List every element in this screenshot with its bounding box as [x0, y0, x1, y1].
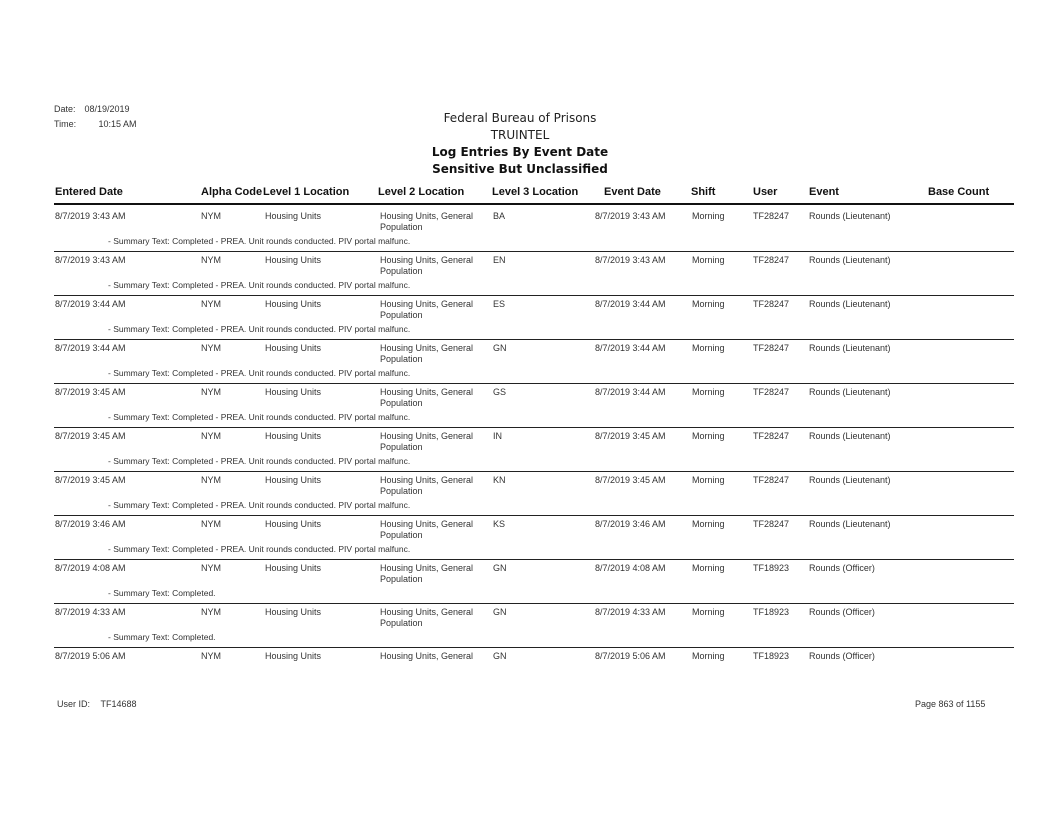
event-cell: Rounds (Lieutenant): [809, 431, 891, 441]
level-2-cell: Housing Units, General Population: [380, 387, 474, 408]
level-3-cell: GN: [493, 607, 507, 617]
agency-title: Federal Bureau of Prisons: [443, 111, 597, 125]
summary-text: - Summary Text: Completed - PREA. Unit rounds conducted. PIV portal malfunc.: [108, 280, 411, 290]
user-cell: TF28247: [753, 211, 790, 221]
col-header-shift: Shift: [691, 186, 716, 198]
level-1-cell: Housing Units: [265, 607, 322, 617]
entered-date-cell: 8/7/2019 4:33 AM: [55, 607, 126, 617]
alpha-code-cell: NYM: [201, 563, 221, 573]
shift-cell: Morning: [692, 387, 725, 397]
event-date-cell: 8/7/2019 3:44 AM: [595, 387, 666, 397]
level-1-cell: Housing Units: [265, 255, 322, 265]
entered-date-cell: 8/7/2019 3:43 AM: [55, 211, 126, 221]
level-1-cell: Housing Units: [265, 299, 322, 309]
col-header-event: Event: [809, 186, 839, 198]
row-divider: [54, 383, 1014, 384]
level-1-cell: Housing Units: [265, 563, 322, 573]
summary-text: - Summary Text: Completed.: [108, 588, 216, 598]
row-divider: [54, 515, 1014, 516]
alpha-code-cell: NYM: [201, 475, 221, 485]
col-header-alpha-code: Alpha Code: [201, 186, 263, 198]
level-2-cell: Housing Units, General Population: [380, 255, 474, 276]
row-divider: [54, 295, 1014, 296]
level-2-cell: Housing Units, General Population: [380, 343, 474, 364]
user-cell: TF28247: [753, 255, 790, 265]
event-cell: Rounds (Officer): [809, 607, 875, 617]
level-3-cell: EN: [493, 255, 506, 265]
event-date-cell: 8/7/2019 3:45 AM: [595, 475, 666, 485]
summary-text: - Summary Text: Completed.: [108, 632, 216, 642]
entered-date-cell: 8/7/2019 3:44 AM: [55, 299, 126, 309]
event-date-cell: 8/7/2019 3:44 AM: [595, 299, 666, 309]
level-1-cell: Housing Units: [265, 475, 322, 485]
entered-date-cell: 8/7/2019 3:45 AM: [55, 387, 126, 397]
level-3-cell: KN: [493, 475, 506, 485]
row-divider: [54, 471, 1014, 472]
user-cell: TF28247: [753, 475, 790, 485]
event-cell: Rounds (Lieutenant): [809, 519, 891, 529]
report-title-block: [420, 110, 620, 178]
row-divider: [54, 339, 1014, 340]
event-date-cell: 8/7/2019 4:08 AM: [595, 563, 666, 573]
shift-cell: Morning: [692, 343, 725, 353]
event-cell: Rounds (Lieutenant): [809, 299, 891, 309]
col-header-entered-date: Entered Date: [55, 186, 123, 198]
summary-text: - Summary Text: Completed - PREA. Unit rounds conducted. PIV portal malfunc.: [108, 456, 411, 466]
alpha-code-cell: NYM: [201, 651, 221, 661]
shift-cell: Morning: [692, 607, 725, 617]
system-title: TRUINTEL: [490, 128, 550, 142]
level-2-cell: Housing Units, General Population: [380, 431, 474, 452]
alpha-code-cell: NYM: [201, 519, 221, 529]
shift-cell: Morning: [692, 431, 725, 441]
level-1-cell: Housing Units: [265, 431, 322, 441]
report-time: [54, 119, 137, 129]
level-2-cell: Housing Units, General Population: [380, 519, 474, 540]
date-label: Date:: [54, 104, 76, 114]
level-2-cell: Housing Units, General Population: [380, 211, 474, 232]
level-3-cell: GN: [493, 651, 507, 661]
date-value: 08/19/2019: [84, 104, 130, 114]
alpha-code-cell: NYM: [201, 211, 221, 221]
level-3-cell: BA: [493, 211, 506, 221]
entered-date-cell: 8/7/2019 3:44 AM: [55, 343, 126, 353]
footer-user-id: [57, 699, 137, 709]
event-date-cell: 8/7/2019 3:43 AM: [595, 255, 666, 265]
level-1-cell: Housing Units: [265, 651, 322, 661]
user-cell: TF28247: [753, 387, 790, 397]
entered-date-cell: 8/7/2019 5:06 AM: [55, 651, 126, 661]
time-label: Time:: [54, 119, 77, 129]
event-date-cell: 8/7/2019 3:44 AM: [595, 343, 666, 353]
user-cell: TF18923: [753, 563, 790, 573]
event-cell: Rounds (Lieutenant): [809, 475, 891, 485]
alpha-code-cell: NYM: [201, 387, 221, 397]
row-divider: [54, 559, 1014, 560]
level-3-cell: GS: [493, 387, 507, 397]
shift-cell: Morning: [692, 475, 725, 485]
level-2-cell: Housing Units, General: [380, 651, 474, 661]
time-value: 10:15 AM: [98, 119, 137, 129]
shift-cell: Morning: [692, 211, 725, 221]
user-id-label: User ID:: [57, 699, 91, 709]
event-cell: Rounds (Officer): [809, 563, 875, 573]
summary-text: - Summary Text: Completed - PREA. Unit rounds conducted. PIV portal malfunc.: [108, 500, 411, 510]
col-header-level-2: Level 2 Location: [378, 186, 465, 198]
entered-date-cell: 8/7/2019 3:46 AM: [55, 519, 126, 529]
user-cell: TF18923: [753, 651, 790, 661]
shift-cell: Morning: [692, 519, 725, 529]
shift-cell: Morning: [692, 299, 725, 309]
level-3-cell: GN: [493, 563, 507, 573]
alpha-code-cell: NYM: [201, 607, 221, 617]
summary-text: - Summary Text: Completed - PREA. Unit rounds conducted. PIV portal malfunc.: [108, 368, 411, 378]
summary-text: - Summary Text: Completed - PREA. Unit rounds conducted. PIV portal malfunc.: [108, 236, 411, 246]
classification-label: Sensitive But Unclassified: [432, 162, 608, 176]
row-divider: [54, 603, 1014, 604]
level-1-cell: Housing Units: [265, 343, 322, 353]
shift-cell: Morning: [692, 563, 725, 573]
alpha-code-cell: NYM: [201, 343, 221, 353]
summary-text: - Summary Text: Completed - PREA. Unit rounds conducted. PIV portal malfunc.: [108, 324, 411, 334]
user-id-value: TF14688: [100, 699, 137, 709]
user-cell: TF28247: [753, 299, 790, 309]
user-cell: TF28247: [753, 431, 790, 441]
col-header-level-1: Level 1 Location: [263, 186, 350, 198]
event-cell: Rounds (Lieutenant): [809, 387, 891, 397]
level-3-cell: ES: [493, 299, 506, 309]
header-divider: [54, 203, 1014, 205]
shift-cell: Morning: [692, 651, 725, 661]
summary-text: - Summary Text: Completed - PREA. Unit rounds conducted. PIV portal malfunc.: [108, 544, 411, 554]
event-cell: Rounds (Lieutenant): [809, 343, 891, 353]
level-1-cell: Housing Units: [265, 519, 322, 529]
alpha-code-cell: NYM: [201, 299, 221, 309]
event-date-cell: 8/7/2019 3:43 AM: [595, 211, 666, 221]
summary-text: - Summary Text: Completed - PREA. Unit rounds conducted. PIV portal malfunc.: [108, 412, 411, 422]
level-1-cell: Housing Units: [265, 387, 322, 397]
user-cell: TF28247: [753, 343, 790, 353]
row-divider: [54, 427, 1014, 428]
event-date-cell: 8/7/2019 4:33 AM: [595, 607, 666, 617]
user-cell: TF28247: [753, 519, 790, 529]
shift-cell: Morning: [692, 255, 725, 265]
event-date-cell: 8/7/2019 3:46 AM: [595, 519, 666, 529]
entered-date-cell: 8/7/2019 3:45 AM: [55, 475, 126, 485]
level-3-cell: KS: [493, 519, 506, 529]
entered-date-cell: 8/7/2019 3:43 AM: [55, 255, 126, 265]
entered-date-cell: 8/7/2019 3:45 AM: [55, 431, 126, 441]
col-header-user: User: [753, 186, 778, 198]
row-divider: [54, 647, 1014, 648]
level-3-cell: IN: [493, 431, 502, 441]
level-2-cell: Housing Units, General Population: [380, 607, 474, 628]
user-cell: TF18923: [753, 607, 790, 617]
event-date-cell: 8/7/2019 5:06 AM: [595, 651, 666, 661]
col-header-base-count: Base Count: [928, 186, 990, 198]
event-date-cell: 8/7/2019 3:45 AM: [595, 431, 666, 441]
level-2-cell: Housing Units, General Population: [380, 299, 474, 320]
report-date: [54, 104, 130, 114]
entered-date-cell: 8/7/2019 4:08 AM: [55, 563, 126, 573]
level-2-cell: Housing Units, General Population: [380, 475, 474, 496]
level-3-cell: GN: [493, 343, 507, 353]
col-header-level-3: Level 3 Location: [492, 186, 579, 198]
event-cell: Rounds (Officer): [809, 651, 875, 661]
level-2-cell: Housing Units, General Population: [380, 563, 474, 584]
event-cell: Rounds (Lieutenant): [809, 255, 891, 265]
report-title: Log Entries By Event Date: [431, 145, 609, 159]
col-header-event-date: Event Date: [604, 186, 661, 198]
row-divider: [54, 251, 1014, 252]
level-1-cell: Housing Units: [265, 211, 322, 221]
alpha-code-cell: NYM: [201, 431, 221, 441]
event-cell: Rounds (Lieutenant): [809, 211, 891, 221]
page-number: Page 863 of 1155: [915, 699, 986, 709]
alpha-code-cell: NYM: [201, 255, 221, 265]
